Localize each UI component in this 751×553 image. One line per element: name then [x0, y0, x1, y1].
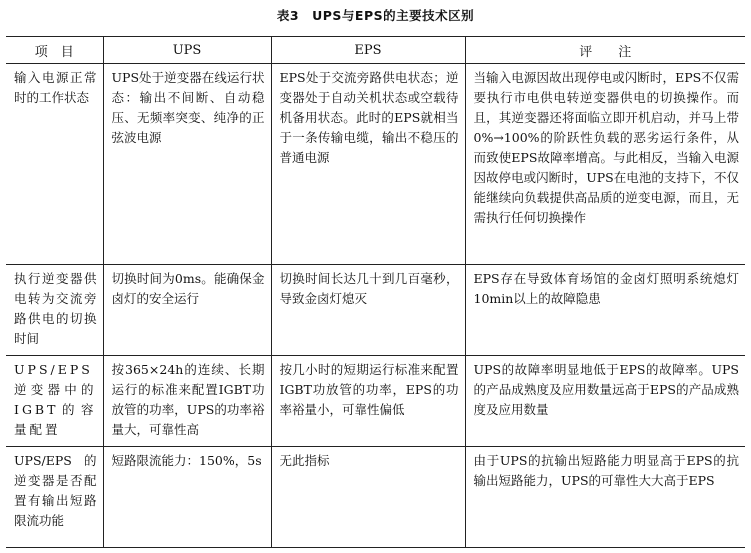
- cell-ups: 短路限流能力：150%，5s: [103, 447, 271, 548]
- table-row: [6, 356, 745, 447]
- cell-ups: UPS处于逆变器在线运行状态：输出不间断、自动稳压、无频率突变、纯净的正弦波电源: [103, 64, 271, 265]
- comparison-table: [6, 36, 745, 548]
- table-title: 表3 UPS与EPS的主要技术区别: [276, 8, 475, 23]
- table-row: [6, 447, 745, 548]
- cell-ups: 按365×24h的连续、长期运行的标准来配置IGBT功放管的功率，UPS的功率裕量大，可靠性高: [103, 356, 271, 447]
- header-eps: EPS: [271, 37, 465, 64]
- cell-ups: 切换时间为0ms。能确保金卤灯的安全运行: [103, 265, 271, 356]
- cell-note: 当输入电源因故出现停电或闪断时，EPS不仅需要执行市电供电转逆变器供电的切换操作。而且，其逆变器还将面临立即开机启动，并马上带0%→100%的阶跃性负载的恶劣运行条件，从而致使EPS故障率增高。与此相反，当输入电源因故停电或闪断时，UPS在电池的支持下，不仅能继续向负载提供高品质的逆变电源，而且，无需执行任何切换操作: [465, 64, 745, 265]
- cell-eps: 切换时间长达几十到几百毫秒，导致金卤灯熄灭: [271, 265, 465, 356]
- table-row: [6, 64, 745, 265]
- cell-item: 执行逆变器供电转为交流旁路供电的切换时间: [6, 265, 103, 356]
- cell-item: UPS/EPS逆变器中的IGBT的容量配置: [6, 356, 103, 447]
- table-row: [6, 265, 745, 356]
- table-header-row: [6, 37, 745, 64]
- cell-eps: 无此指标: [271, 447, 465, 548]
- header-note: 评 注: [465, 37, 745, 64]
- cell-note: 由于UPS的抗输出短路能力明显高于EPS的抗输出短路能力，UPS的可靠性大大高于EPS: [465, 447, 745, 548]
- header-ups: UPS: [103, 37, 271, 64]
- cell-eps: 按几小时的短期运行标准来配置IGBT功放管的功率，EPS的功率裕量小，可靠性偏低: [271, 356, 465, 447]
- header-item: 项 目: [6, 37, 103, 64]
- cell-eps: EPS处于交流旁路供电状态；逆变器处于自动关机状态或空载待机备用状态。此时的EPS就相当于一条传输电缆，输出不稳压的普通电源: [271, 64, 465, 265]
- cell-item: UPS/EPS的逆变器是否配置有输出短路限流功能: [6, 447, 103, 548]
- cell-note: EPS存在导致体育场馆的金卤灯照明系统熄灯10min以上的故障隐患: [465, 265, 745, 356]
- cell-note: UPS的故障率明显地低于EPS的故障率。UPS的产品成熟度及应用数量远高于EPS的产品成熟度及应用数量: [465, 356, 745, 447]
- cell-item: 输入电源正常时的工作状态: [6, 64, 103, 265]
